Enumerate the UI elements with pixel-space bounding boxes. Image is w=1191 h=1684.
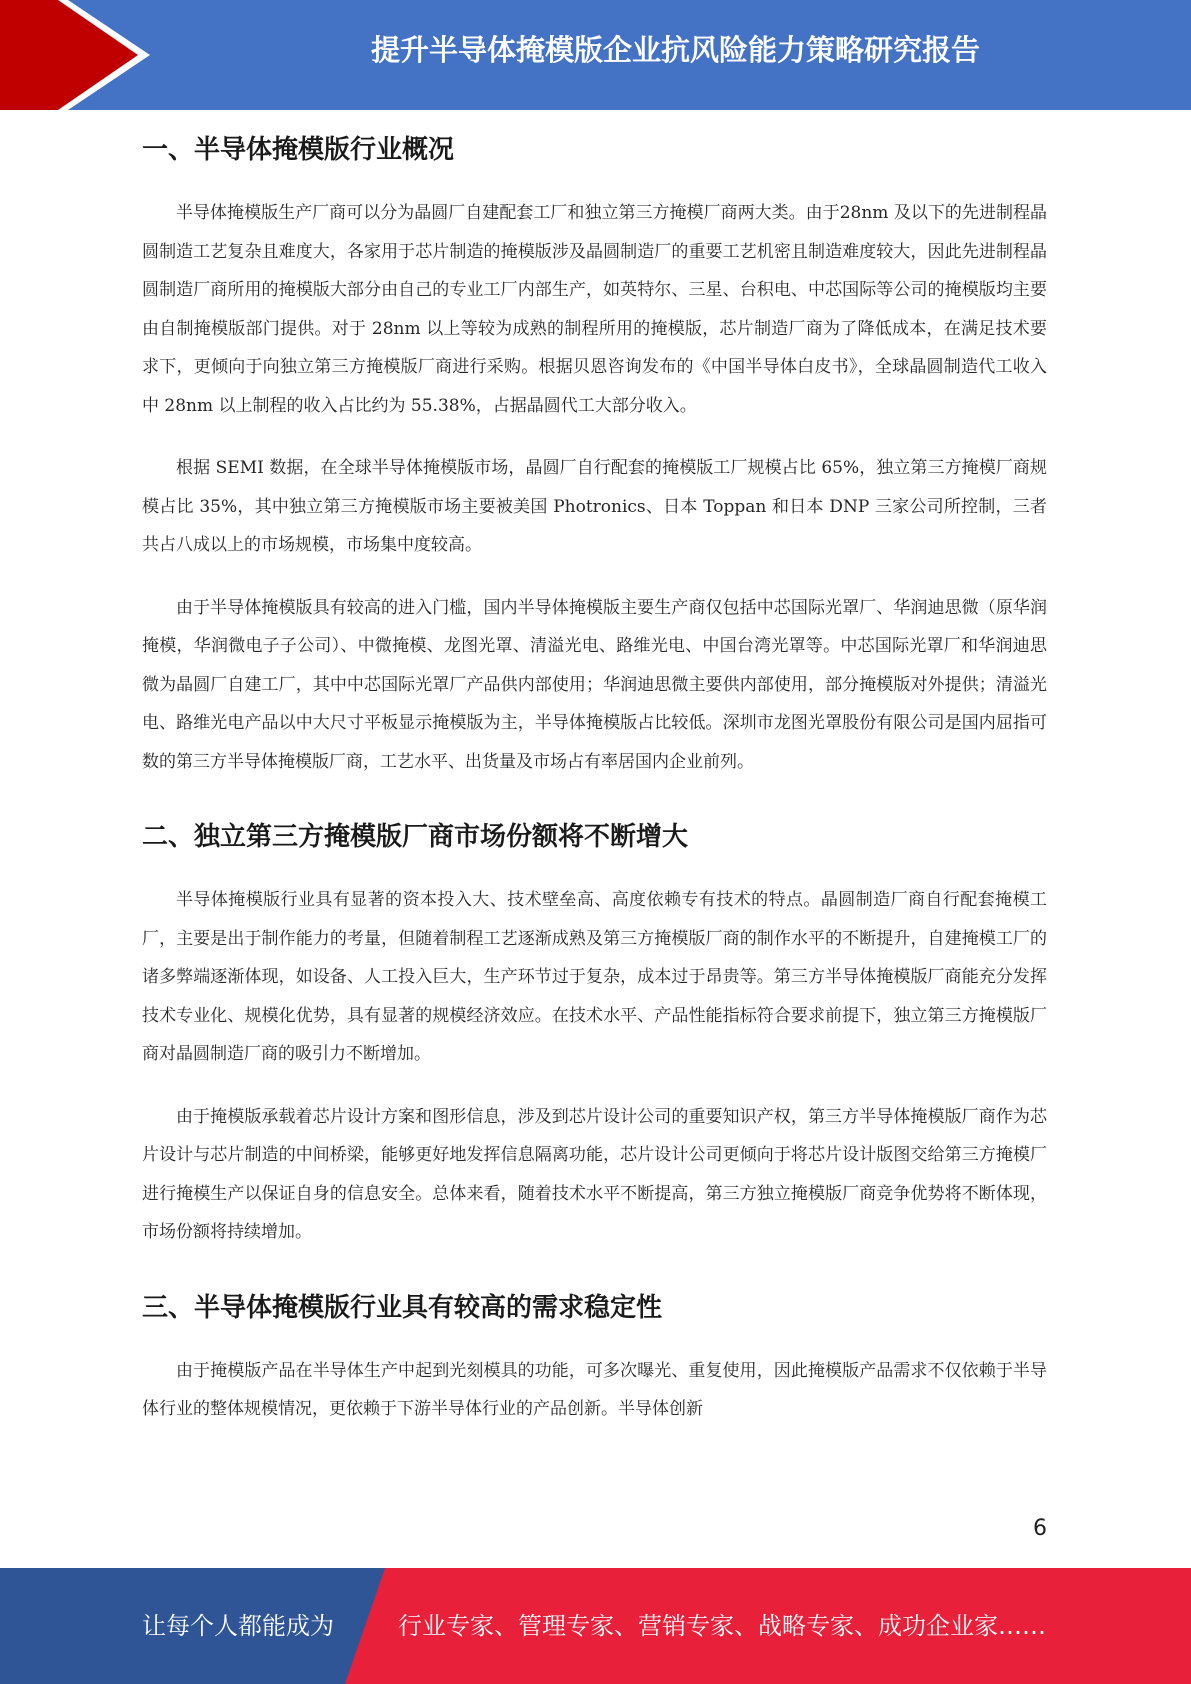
section-1-paragraph-3: 由于半导体掩模版具有较高的进入门槛，国内半导体掩模版主要生产商仅包括中芯国际光罩厂、华润迪思微（原华润掩模，华润微电子子公司）、中微掩模、龙图光罩、清溢光电、路维光电、中国台湾光罩等。中芯国际光罩厂和华润迪思微为晶圆厂自建工厂，其中中芯国际光罩厂产品供内部使用；华润迪思微主要供内部使用，部分掩模版对外提供；清溢光电、路维光电产品以中大尺寸平板显示掩模版为主，半导体掩模版占比较低。深圳市龙图光罩股份有限公司是国内屈指可数的第三方半导体掩模版厂商，工艺水平、出货量及市场占有率居国内企业前列。 <box>142 597 1047 772</box>
section-heading-1: 一、半导体掩模版行业概况 <box>142 135 455 165</box>
section-2-paragraph-2: 由于掩模版承载着芯片设计方案和图形信息，涉及到芯片设计公司的重要知识产权，第三方半导体掩模版厂商作为芯片设计与芯片制造的中间桥梁，能够更好地发挥信息隔离功能，芯片设计公司更倾向于将芯片设计版图交给第三方掩模厂进行掩模生产以保证自身的信息安全。总体来看，随着技术水平不断提高，第三方独立掩模版厂商竞争优势将不断体现，市场份额将持续增加。 <box>142 1106 1047 1242</box>
section-1-paragraph-2: 根据 SEMI 数据，在全球半导体掩模版市场，晶圆厂自行配套的掩模版工厂规模占比 65%，独立第三方掩模厂商规模占比 35%，其中独立第三方掩模版市场主要被美国 Photronics、日本 Toppan 和日本 DNP 三家公司所控制，三者共占八成以上的市场规模，市场集中度较高。 <box>142 458 1047 555</box>
section-heading-3: 三、半导体掩模版行业具有较高的需求稳定性 <box>142 1292 663 1323</box>
footer-slogan-right: 行业专家、管理专家、营销专家、战略专家、成功企业家…… <box>398 1612 1046 1640</box>
section-heading-2: 二、独立第三方掩模版厂商市场份额将不断增大 <box>142 822 689 852</box>
section-1-paragraph-1: 半导体掩模版生产厂商可以分为晶圆厂自建配套工厂和独立第三方掩模厂商两大类。由于28nm 及以下的先进制程晶圆制造工艺复杂且难度大，各家用于芯片制造的掩模版涉及晶圆制造厂的重要工艺机密且制造难度较大，因此先进制程晶圆制造厂商所用的掩模版大部分由自己的专业工厂内部生产，如英特尔、三星、台积电、中芯国际等公司的掩模版均主要由自制掩模版部门提供。对于 28nm 以上等较为成熟的制程所用的掩模版，芯片制造厂商为了降低成本，在满足技术要求下，更倾向于向独立第三方掩模版厂商进行采购。根据贝恩咨询发布的《中国半导体白皮书》，全球晶圆制造代工收入中 28nm 以上制程的收入占比约为 55.38%，占据晶圆代工大部分收入。 <box>142 203 1047 416</box>
section-2-paragraph-1: 半导体掩模版行业具有显著的资本投入大、技术壁垒高、高度依赖专有技术的特点。晶圆制造厂商自行配套掩模工厂，主要是出于制作能力的考量，但随着制程工艺逐渐成熟及第三方掩模版厂商的制作水平的不断提升，自建掩模工厂的诸多弊端逐渐体现，如设备、人工投入巨大，生产环节过于复杂，成本过于昂贵等。第三方半导体掩模版厂商能充分发挥技术专业化、规模化优势，具有显著的规模经济效应。在技术水平、产品性能指标符合要求前提下，独立第三方掩模版厂商对晶圆制造厂商的吸引力不断增加。 <box>142 890 1047 1064</box>
page-number: 6 <box>1033 1516 1047 1541</box>
header-bar <box>0 0 1191 110</box>
report-title: 提升半导体掩模版企业抗风险能力策略研究报告 <box>370 33 980 67</box>
footer-banner <box>0 1568 1191 1684</box>
document-body <box>142 118 1047 1453</box>
section-3-paragraph-1: 由于掩模版产品在半导体生产中起到光刻模具的功能，可多次曝光、重复使用，因此掩模版产品需求不仅依赖于半导体行业的整体规模情况，更依赖于下游半导体行业的产品创新。半导体创新 <box>142 1360 1047 1419</box>
header-chevron-graphic <box>0 0 160 110</box>
footer-slogan-left: 让每个人都能成为 <box>142 1612 334 1640</box>
